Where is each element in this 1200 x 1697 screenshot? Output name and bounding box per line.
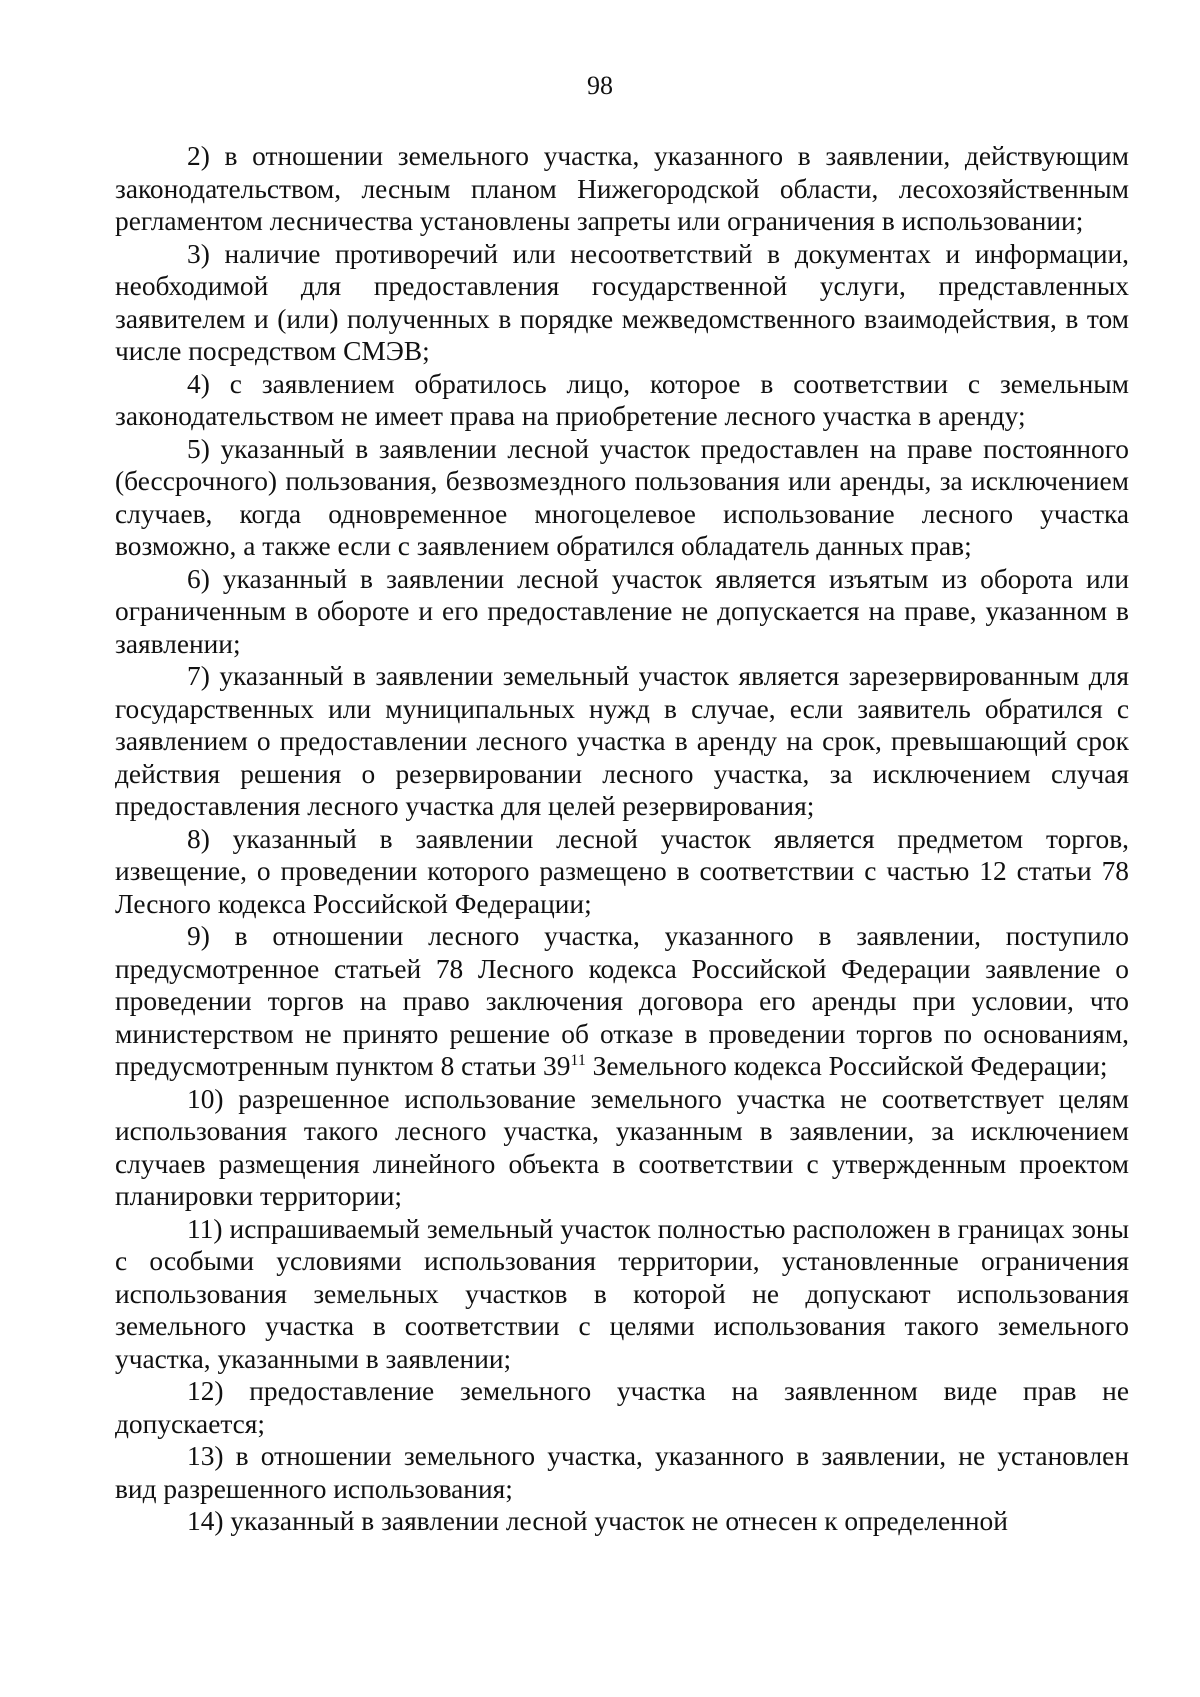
page-number: 98 [587,71,613,100]
document-body [115,140,1129,1538]
paragraph-11: 11) испрашиваемый земельный участок полностью расположен в границах зоны с особыми условиями использования территории, установленные ограничения использования земельных участков в которой не допускают использования земельного участка в соответствии с целями использования такого земельного участка, указанными в заявлении; [115,1213,1129,1374]
paragraph-12: 12) предоставление земельного участка на заявленном виде прав не допускается; [115,1376,1129,1439]
paragraph-2: 2) в отношении земельного участка, указанного в заявлении, действующим законодательством, лесным планом Нижегородской области, лесохозяйственным регламентом лесничества установлены запреты или ограничения в использовании; [115,141,1129,236]
paragraph-3: 3) наличие противоречий или несоответствий в документах и информации, необходимой для предоставления государственной услуги, представленных заявителем и (или) полученных в порядке межведомственного взаимодействия, в том числе посредством СМЭВ; [115,238,1129,366]
paragraph-5: 5) указанный в заявлении лесной участок предоставлен на праве постоянного (бессрочного) пользования, безвозмездного пользования или аренды, за исключением случаев, когда одновременное многоцелевое использование лесного участка возможно, а также если с заявлением обратился обладатель данных прав; [115,433,1129,561]
paragraph-9-tail: Земельного кодекса Российской Федерации; [585,1051,1108,1081]
paragraph-9 [115,920,1129,1083]
paragraph-7: 7) указанный в заявлении земельный участок является зарезервированным для государственных или муниципальных нужд в случае, если заявитель обратился с заявлением о предоставлении лесного участка в аренду на срок, превышающий срок действия решения о резервировании лесного участка, за исключением случая предоставления лесного участка для целей резервирования; [115,661,1129,821]
paragraph-9-main: 9) в отношении лесного участка, указанного в заявлении, поступило предусмотренное статьей 78 Лесного кодекса Российской Федерации заявление о проведении торгов на право заключения договора его аренды при условии, что министерством не принято решение об отказе в проведении торгов по основаниям, предусмотренным пунктом 8 статьи 39 [115,921,1129,1081]
paragraph-6: 6) указанный в заявлении лесной участок является изъятым из оборота или ограниченным в обороте и его предоставление не допускается на праве, указанном в заявлении; [115,563,1129,659]
paragraph-4: 4) с заявлением обратилось лицо, которое в соответствии с земельным законодательством не имеет права на приобретение лесного участка в аренду; [115,368,1129,431]
paragraph-10: 10) разрешенное использование земельного участка не соответствует целям использования такого лесного участка, указанным в заявлении, за исключением случаев размещения линейного объекта в соответствии с утвержденным проектом планировки территории; [115,1083,1129,1211]
paragraph-13: 13) в отношении земельного участка, указанного в заявлении, не установлен вид разрешенного использования; [115,1441,1129,1504]
article-superscript: 11 [570,1051,586,1069]
paragraph-14: 14) указанный в заявлении лесной участок не отнесен к определенной [187,1506,1008,1536]
paragraph-8: 8) указанный в заявлении лесной участок является предметом торгов, извещение, о проведении которого размещено в соответствии с частью 12 статьи 78 Лесного кодекса Российской Федерации; [115,823,1129,919]
